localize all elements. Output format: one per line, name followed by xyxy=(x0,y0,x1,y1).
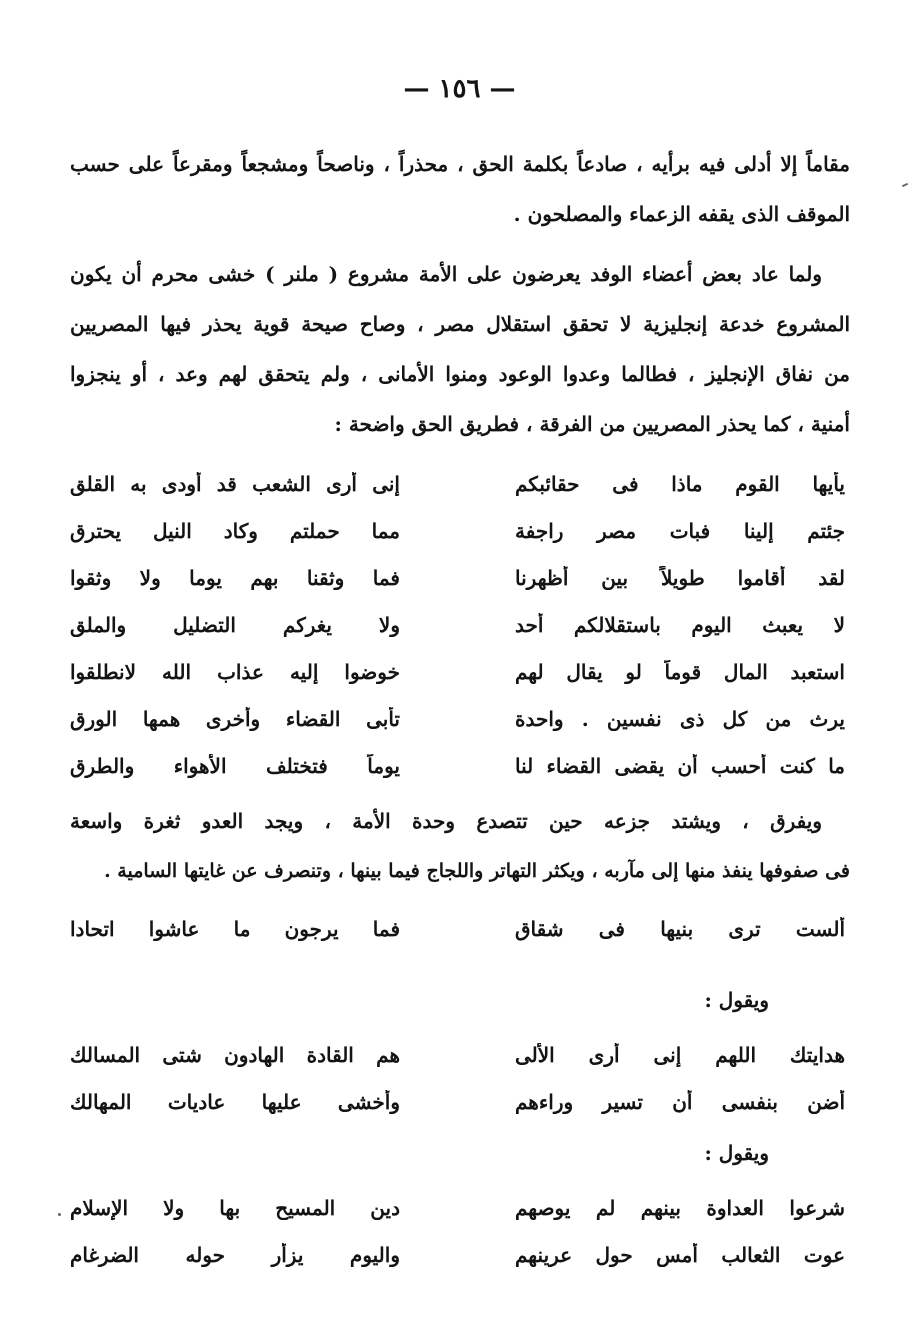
hemistich-first: يأيها القوم ماذا فى حقائبكم xyxy=(515,471,845,496)
paragraph-milner xyxy=(70,249,850,449)
hemistich-first: هدايتك اللهم إنى أرى الألى xyxy=(515,1042,845,1067)
page-number: — ١٥٦ — xyxy=(403,74,516,104)
hemistich-first: لقد أقاموا طويلاً بين أظهرنا xyxy=(515,565,845,590)
hemistich-first: ما كنت أحسب أن يقضى القضاء لنا xyxy=(515,753,845,778)
poem-guidance xyxy=(70,1031,845,1125)
scan-speck xyxy=(902,183,908,187)
text-line: أمنية ، كما يحذر المصريين من الفرقة ، فطريق الحق واضحة : xyxy=(334,412,850,436)
section-label: ويقول : xyxy=(704,988,769,1012)
verse xyxy=(70,1231,845,1278)
hemistich-second: فما وثقنا بهم يوما ولا وثقوا xyxy=(70,565,400,590)
hemistich-second: وأخشى عليها عاديات المهالك xyxy=(70,1089,400,1114)
text-line: ولما عاد بعض أعضاء الوفد يعرضون على الأمة مشروع ( ملنر ) خشى محرم أن يكون xyxy=(70,262,822,286)
text-line: من نفاق الإنجليز ، فطالما وعدوا الوعود ومنوا الأمانى ، ولم يتحقق لهم وعد ، أو ينجزوا xyxy=(70,362,850,386)
text-line: فى صفوفها ينفذ منها إلى مآربه ، ويكثر التهاتر واللجاج فيما بينها ، وتنصرف عن غايتها السامية . xyxy=(104,860,850,882)
hemistich-first: عوت الثعالب أمس حول عرينهم xyxy=(515,1242,845,1267)
paragraph-division xyxy=(70,796,850,896)
hemistich-second: إنى أرى الشعب قد أودى به القلق xyxy=(70,471,400,496)
hemistich-second: خوضوا إليه عذاب الله لانطلقوا xyxy=(70,659,400,684)
verse xyxy=(70,507,845,554)
hemistich-first: يرث من كل ذى نفسين . واحدة xyxy=(515,706,845,731)
verse xyxy=(70,695,845,742)
text-line: ويفرق ، ويشتد جزعه حين تتصدع وحدة الأمة ، ويجد العدو ثغرة واسعة xyxy=(70,809,822,833)
verse xyxy=(70,554,845,601)
verse xyxy=(70,601,845,648)
verse xyxy=(70,460,845,507)
hemistich-first: ألست ترى بنيها فى شقاق xyxy=(515,916,845,941)
hemistich-first: لا يعبث اليوم باستقلالكم أحد xyxy=(515,612,845,637)
hemistich-first: استعبد المال قوماً لو يقال لهم xyxy=(515,659,845,684)
hemistich-second: واليوم يزأر حوله الضرغام xyxy=(70,1242,400,1267)
poem-milner xyxy=(70,460,845,789)
verse xyxy=(70,905,845,952)
hemistich-first: جئتم إلينا فبات مصر راجفة xyxy=(515,518,845,543)
hemistich-second: تأبى القضاء وأخرى همها الورق xyxy=(70,706,400,731)
text-line: الموقف الذى يقفه الزعماء والمصلحون . xyxy=(513,202,850,226)
hemistich-second: هم القادة الهادون شتى المسالك xyxy=(70,1042,400,1067)
verse xyxy=(70,742,845,789)
text-line: المشروع خدعة إنجليزية لا تحقق استقلال مصر ، وصاح صيحة قوية يحذر فيها المصريين xyxy=(70,312,850,336)
verse xyxy=(70,648,845,695)
hemistich-second: يوماً فتختلف الأهواء والطرق xyxy=(70,753,400,778)
hemistich-first: شرعوا العداوة بينهم لم يوصهم xyxy=(515,1195,845,1220)
verse xyxy=(70,1184,845,1231)
poem-discord xyxy=(70,905,845,952)
text-line: مقاماً إلا أدلى فيه برأيه ، صادعاً بكلمة الحق ، محذراً ، وناصحاً ومشجعاً ومقرعاً على حسب xyxy=(70,152,850,176)
verse xyxy=(70,1078,845,1125)
scan-speck xyxy=(58,1213,61,1216)
hemistich-second: مما حملتم وكاد النيل يحترق xyxy=(70,518,400,543)
verse xyxy=(70,1031,845,1078)
hemistich-second: دين المسيح بها ولا الإسلام xyxy=(70,1195,400,1220)
poem-enmity xyxy=(70,1184,845,1278)
hemistich-first: أضن بنفسى أن تسير وراءهم xyxy=(515,1089,845,1114)
hemistich-second: ولا يغركم التضليل والملق xyxy=(70,612,400,637)
hemistich-second: فما يرجون ما عاشوا اتحادا xyxy=(70,916,400,941)
section-label: ويقول : xyxy=(704,1141,769,1165)
paragraph-intro xyxy=(70,139,850,239)
